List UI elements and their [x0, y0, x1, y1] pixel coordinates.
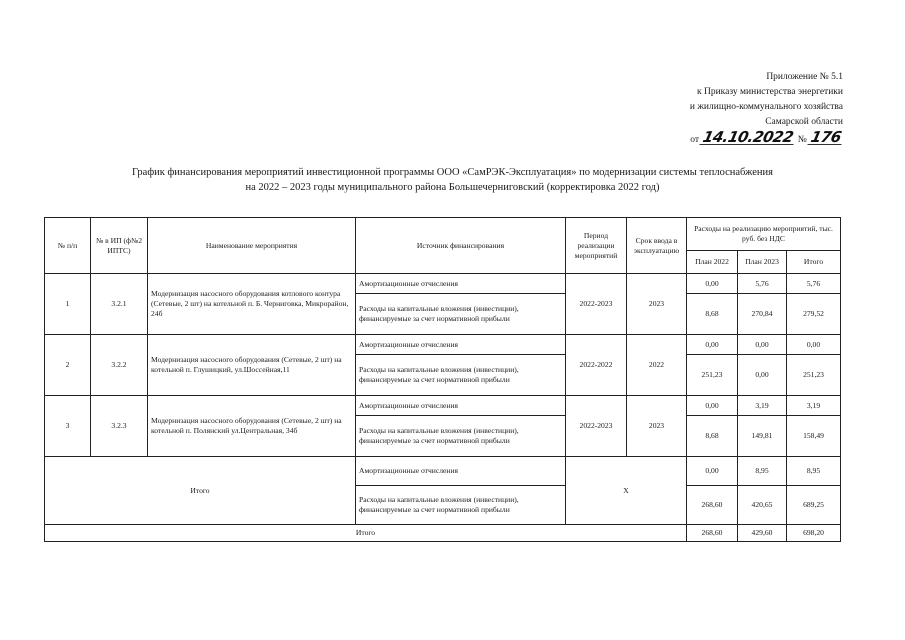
grand-total-2023: 429,60	[738, 525, 787, 542]
grand-total-sum: 698,20	[787, 525, 841, 542]
subtotal-capex-2022: 268,60	[687, 486, 738, 525]
header-commission: Срок ввода в эксплуатацию	[627, 218, 687, 274]
cell-amort-2023: 3,19	[738, 396, 787, 416]
table-row	[45, 335, 841, 355]
cell-amort-total: 5,76	[787, 274, 841, 294]
appendix-block	[583, 70, 843, 148]
cell-capex-total: 251,23	[787, 355, 841, 396]
row-source-amort: Амортизационные отчисления	[356, 274, 566, 294]
cell-amort-total: 3,19	[787, 396, 841, 416]
row-source-capex: Расходы на капитальные вложения (инвестиции), финансируемые за счет нормативной прибыли	[356, 355, 566, 396]
subtotal-row	[45, 457, 841, 486]
header-total: Итого	[787, 251, 841, 274]
subtotal-label: Итого	[45, 457, 356, 525]
cell-amort-2022: 0,00	[687, 396, 738, 416]
row-period: 2022-2022	[566, 335, 627, 396]
appendix-line4: Самарской области	[765, 117, 843, 127]
appendix-line2: к Приказу министерства энергетики	[696, 87, 843, 97]
cell-amort-2022: 0,00	[687, 274, 738, 294]
cell-capex-2023: 149,81	[738, 416, 787, 457]
subtotal-amort-2023: 8,95	[738, 457, 787, 486]
row-ip: 3.2.1	[91, 274, 148, 335]
row-ip: 3.2.2	[91, 335, 148, 396]
table-row	[45, 396, 841, 416]
subtotal-mark: Х	[566, 457, 687, 525]
cell-capex-2023: 0,00	[738, 355, 787, 396]
subtotal-amort-2022: 0,00	[687, 457, 738, 486]
row-source-amort: Амортизационные отчисления	[356, 396, 566, 416]
subtotal-capex-2023: 420,65	[738, 486, 787, 525]
cell-capex-2022: 8,68	[687, 294, 738, 335]
row-name: Модернизация насосного оборудования (Сетевые, 2 шт) на котельной п. Полянский ул.Центральная, 34б	[148, 396, 356, 457]
grand-total-row	[45, 525, 841, 542]
document-title	[40, 165, 865, 195]
row-num: 1	[45, 274, 91, 335]
header-name: Наименование мероприятия	[148, 218, 356, 274]
row-num: 3	[45, 396, 91, 457]
cell-amort-total: 0,00	[787, 335, 841, 355]
row-commission: 2022	[627, 335, 687, 396]
header-plan-2023: План 2023	[738, 251, 787, 274]
row-commission: 2023	[627, 274, 687, 335]
cell-capex-total: 158,49	[787, 416, 841, 457]
table-row	[45, 274, 841, 294]
cell-amort-2023: 5,76	[738, 274, 787, 294]
subtotal-source-capex: Расходы на капитальные вложения (инвестиции), финансируемые за счет нормативной прибыли	[356, 486, 566, 525]
header-period: Период реализации мероприятий	[566, 218, 627, 274]
row-period: 2022-2023	[566, 396, 627, 457]
financing-table	[44, 217, 841, 542]
appendix-line3: и жилищно-коммунального хозяйства	[689, 102, 843, 112]
cell-capex-total: 279,52	[787, 294, 841, 335]
subtotal-capex-total: 689,25	[787, 486, 841, 525]
row-commission: 2023	[627, 396, 687, 457]
title-line2: на 2022 – 2023 годы муниципального района Большечерниговский (корректировка 2022 год)	[245, 182, 660, 193]
grand-total-label: Итого	[45, 525, 687, 542]
subtotal-amort-total: 8,95	[787, 457, 841, 486]
appendix-date-line	[583, 130, 843, 148]
number-label: №	[797, 135, 807, 145]
header-ip-num: № в ИП (ф№2 ИПТС)	[91, 218, 148, 274]
row-name: Модернизация насосного оборудования (Сетевые, 2 шт) на котельной п. Глушицкий, ул.Шоссейная,11	[148, 335, 356, 396]
header-expenses: Расходы на реализацию мероприятий, тыс. руб. без НДС	[687, 218, 841, 251]
row-source-capex: Расходы на капитальные вложения (инвестиции), финансируемые за счет нормативной прибыли	[356, 294, 566, 335]
cell-capex-2022: 251,23	[687, 355, 738, 396]
cell-capex-2022: 8,68	[687, 416, 738, 457]
handwritten-number: 176	[809, 128, 844, 146]
handwritten-date: 14.10.2022	[701, 128, 796, 146]
row-source-capex: Расходы на капитальные вложения (инвестиции), финансируемые за счет нормативной прибыли	[356, 416, 566, 457]
row-period: 2022-2023	[566, 274, 627, 335]
cell-amort-2023: 0,00	[738, 335, 787, 355]
title-line1: График финансирования мероприятий инвестиционной программы ООО «СамРЭК-Эксплуатация» по модернизации системы теплоснабжения	[132, 167, 773, 178]
appendix-line1: Приложение № 5.1	[766, 72, 843, 82]
subtotal-source-amort: Амортизационные отчисления	[356, 457, 566, 486]
from-label: от	[690, 135, 700, 145]
cell-capex-2023: 270,84	[738, 294, 787, 335]
cell-amort-2022: 0,00	[687, 335, 738, 355]
row-name: Модернизация насосного оборудования котлового контура (Сетевые, 2 шт) на котельной п. Б. Черниговка, Микрорайон, 24б	[148, 274, 356, 335]
row-num: 2	[45, 335, 91, 396]
grand-total-2022: 268,60	[687, 525, 738, 542]
row-ip: 3.2.3	[91, 396, 148, 457]
row-source-amort: Амортизационные отчисления	[356, 335, 566, 355]
header-plan-2022: План 2022	[687, 251, 738, 274]
header-num: № п/п	[45, 218, 91, 274]
header-source: Источник финансирования	[356, 218, 566, 274]
